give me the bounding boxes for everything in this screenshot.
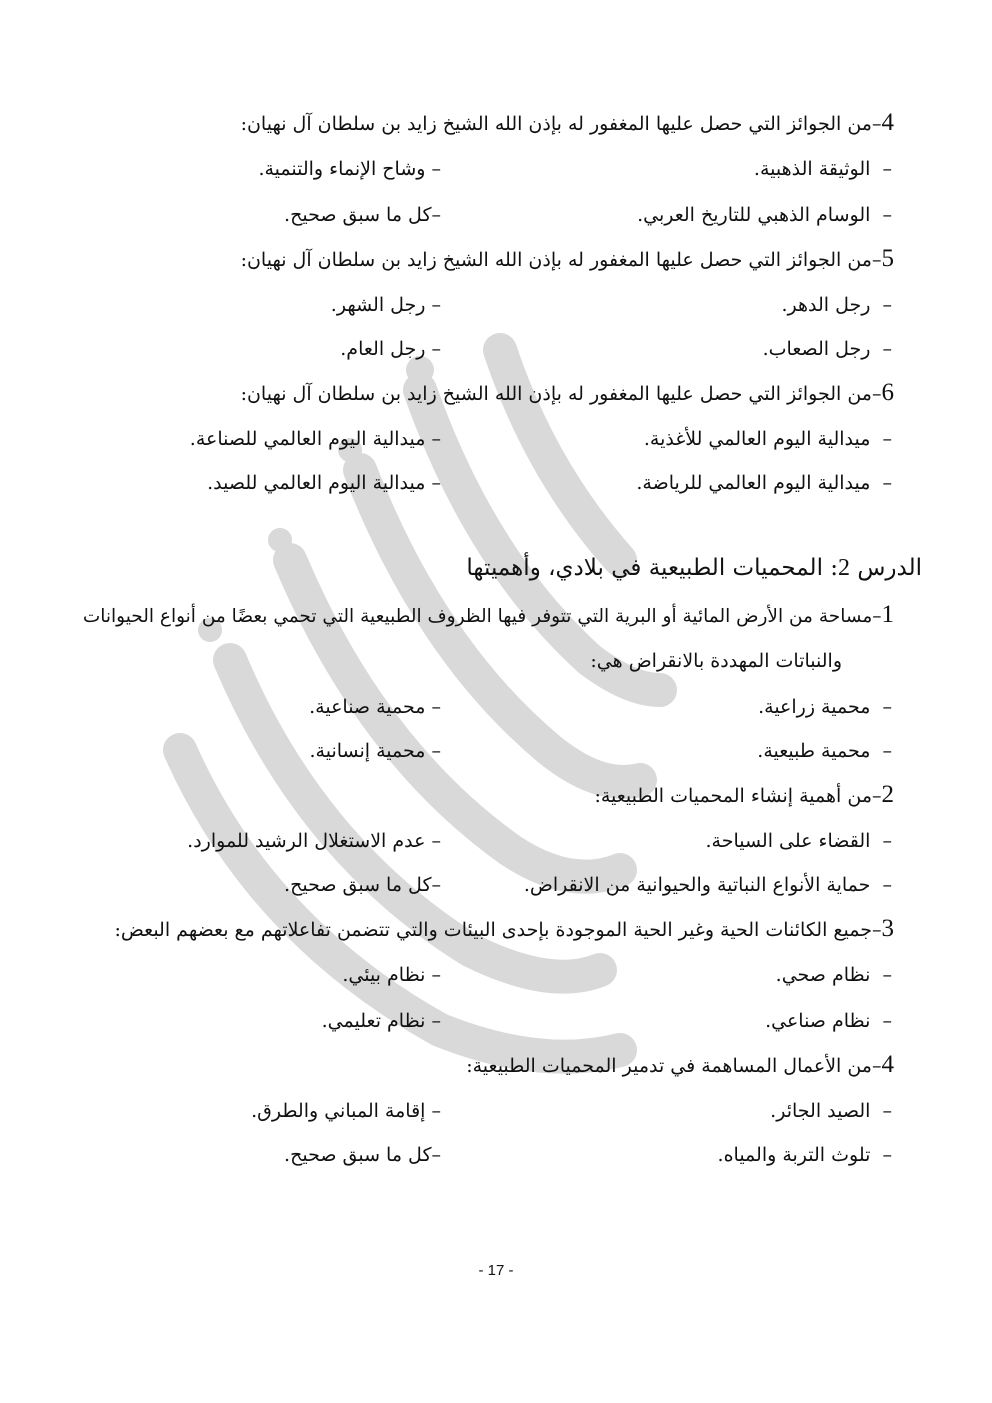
option-d: –كل ما سبق صحيح. [284, 204, 441, 226]
option-b: – نظام بيئي. [342, 964, 441, 986]
question-number: 5 [881, 245, 894, 272]
question-number: 6 [881, 379, 894, 406]
option-c: – حماية الأنواع النباتية والحيوانية من الانقراض. [523, 874, 892, 896]
question-3: 3–جميع الكائنات الحية وغير الحية الموجودة بإحدى البيئات والتي تتضمن تفاعلاتهم مع بعضهم البعض: [114, 915, 894, 942]
option-c: – رجل الصعاب. [762, 338, 892, 360]
question-6: 6–من الجوائز التي حصل عليها المغفور له بإذن الله الشيخ زايد بن سلطان آل نهيان: [240, 379, 894, 406]
option-d: –كل ما سبق صحيح. [284, 874, 441, 896]
option-a: – محمية زراعية. [758, 696, 892, 718]
option-a: – رجل الدهر. [781, 294, 892, 316]
lesson-heading: الدرس 2: المحميات الطبيعية في بلادي، وأهميتها [466, 555, 922, 581]
option-d: – محمية إنسانية. [309, 740, 441, 762]
option-d: – ميدالية اليوم العالمي للصيد. [207, 472, 441, 494]
question-number: 4 [881, 109, 894, 136]
option-d: – نظام تعليمي. [321, 1010, 441, 1032]
option-a: – ميدالية اليوم العالمي للأغذية. [643, 428, 892, 450]
option-b: – رجل الشهر. [330, 294, 441, 316]
option-a: – الوثيقة الذهبية. [753, 158, 892, 180]
question-2: 2–من أهمية إنشاء المحميات الطبيعية: [594, 781, 894, 808]
option-d: –كل ما سبق صحيح. [284, 1144, 441, 1166]
page-number: - 17 - [478, 1262, 514, 1279]
question-1-continuation: والنباتات المهددة بالانقراض هي: [590, 650, 842, 672]
option-a: – القضاء على السياحة. [705, 830, 892, 852]
option-a: – الصيد الجائر. [770, 1100, 892, 1122]
option-b: – عدم الاستغلال الرشيد للموارد. [187, 830, 441, 852]
question-number: 2 [881, 781, 894, 808]
option-b: – محمية صناعية. [309, 696, 441, 718]
question-4-lesson2: 4–من الأعمال المساهمة في تدمير المحميات الطبيعية: [466, 1051, 894, 1078]
question-text: مساحة من الأرض المائية أو البرية التي تتوفر فيها الظروف الطبيعية التي تحمي بعضًا من أنواع الحيوانات [82, 606, 873, 627]
question-text: من أهمية إنشاء المحميات الطبيعية: [594, 785, 872, 807]
option-c: – تلوث التربة والمياه. [717, 1144, 892, 1166]
question-1: 1–مساحة من الأرض المائية أو البرية التي تتوفر فيها الظروف الطبيعية التي تحمي بعضًا من أنواع الحيوانات [82, 601, 894, 628]
question-number: 1 [881, 601, 894, 628]
option-b: – ميدالية اليوم العالمي للصناعة. [189, 428, 441, 450]
option-d: – رجل العام. [340, 338, 441, 360]
question-text: من الأعمال المساهمة في تدمير المحميات الطبيعية: [466, 1055, 872, 1077]
option-c: – نظام صناعي. [765, 1010, 892, 1032]
question-number: 4 [881, 1051, 894, 1078]
option-b: – إقامة المباني والطرق. [251, 1100, 441, 1122]
option-a: – نظام صحي. [775, 964, 892, 986]
option-b: – وشاح الإنماء والتنمية. [258, 158, 441, 180]
question-5: 5–من الجوائز التي حصل عليها المغفور له بإذن الله الشيخ زايد بن سلطان آل نهيان: [240, 245, 894, 272]
option-c: – محمية طبيعية. [757, 740, 892, 762]
question-4: 4–من الجوائز التي حصل عليها المغفور له بإذن الله الشيخ زايد بن سلطان آل نهيان: [240, 109, 894, 136]
option-c: – ميدالية اليوم العالمي للرياضة. [636, 472, 892, 494]
question-text: من الجوائز التي حصل عليها المغفور له بإذن الله الشيخ زايد بن سلطان آل نهيان: [240, 383, 872, 405]
question-text: من الجوائز التي حصل عليها المغفور له بإذن الله الشيخ زايد بن سلطان آل نهيان: [240, 113, 872, 135]
question-text: جميع الكائنات الحية وغير الحية الموجودة بإحدى البيئات والتي تتضمن تفاعلاتهم مع بعضهم البعض: [114, 919, 872, 941]
question-number: 3 [881, 915, 894, 942]
question-text: من الجوائز التي حصل عليها المغفور له بإذن الله الشيخ زايد بن سلطان آل نهيان: [240, 249, 872, 271]
option-c: – الوسام الذهبي للتاريخ العربي. [637, 204, 892, 226]
